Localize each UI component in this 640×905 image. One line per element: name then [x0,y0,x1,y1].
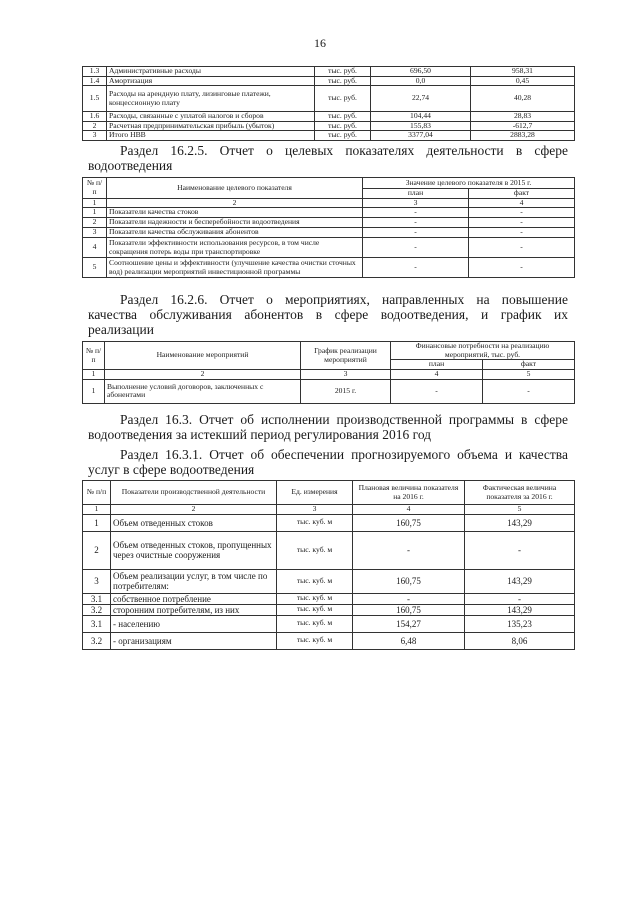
section-title-16-3-1: Раздел 16.3.1. Отчет об обеспечении прогнозируемого объема и качества услуг в сфере водоотведения [88,447,568,477]
table-row: 3.1 собственное потребление тыс. куб. м - - [83,593,575,604]
header-plan: план [363,189,469,199]
table-row: 3 Показатели качества обслуживания абонентов - - [83,228,575,238]
header-num: № п/п [83,178,107,199]
table-row [83,131,575,141]
row-name: Амортизация [107,76,315,86]
row-unit: тыс. руб. [315,86,371,112]
row-plan: 22,74 [371,86,471,112]
table-header-row: № п/п Показатели производственной деятельности Ед. измерения Плановая величина показателя на 2016 г. Фактическая величина показателя за 2016 г. [83,481,575,505]
table-row: 5 Соотношение цены и эффективности (улучшение качества очистки сточных вод) реализации мероприятий инвестиционной программы - - [83,258,575,278]
table-row: 3.2 - организациям тыс. куб. м 6,48 8,06 [83,632,575,649]
table-row: 4 Показатели эффективности использования ресурсов, в том числе сокращения потерь воды при транспортировке - - [83,238,575,258]
row-num: 1.5 [83,86,107,112]
table-row: 3.2 сторонним потребителям, из них тыс. куб. м 160,75 143,29 [83,604,575,615]
table-target-indicators [82,177,575,278]
table-index-row: 1 2 3 4 5 [83,370,575,380]
row-fact: 958,31 [471,67,575,77]
row-name: Итого НВВ [107,131,315,141]
header-name: Наименование целевого показателя [107,178,363,199]
table-header-row: план факт [83,360,575,370]
row-name: Расходы, связанные с уплатой налогов и сборов [107,112,315,122]
table-row: 1 Выполнение условий договоров, заключенных с абонентами 2015 г. - - [83,379,575,403]
table-row [83,86,575,112]
row-unit: тыс. руб. [315,121,371,131]
row-plan: 3377,04 [371,131,471,141]
row-fact: 2883,28 [471,131,575,141]
row-unit: тыс. руб. [315,76,371,86]
table-row: 1 Показатели качества стоков - - [83,208,575,218]
row-fact: 0,45 [471,76,575,86]
table-row: 2 Показатели надежности и бесперебойности водоотведения - - [83,218,575,228]
table-index-row: 1 2 3 4 [83,198,575,208]
table-row [83,121,575,131]
row-num: 3 [83,131,107,141]
row-num: 1.4 [83,76,107,86]
table-row [83,76,575,86]
row-name: Административные расходы [107,67,315,77]
section-title-16-2-5: Раздел 16.2.5. Отчет о целевых показателях деятельности в сфере водоотведения [88,143,568,173]
row-plan: 696,50 [371,67,471,77]
table-row: 3.1 - населению тыс. куб. м 154,27 135,23 [83,615,575,632]
table-row: 1 Объем отведенных стоков тыс. куб. м 160,75 143,29 [83,514,575,531]
row-plan: 155,83 [371,121,471,131]
row-num: 2 [83,121,107,131]
row-fact: 40,28 [471,86,575,112]
row-num: 1.6 [83,112,107,122]
table-row: 2 Объем отведенных стоков, пропущенных через очистные сооружения тыс. куб. м - - [83,531,575,569]
row-num: 1.3 [83,67,107,77]
row-plan: 104,44 [371,112,471,122]
page-number: 16 [314,36,326,50]
row-fact: -612,7 [471,121,575,131]
table-service-measures [82,341,575,404]
table-header-row [83,178,575,189]
table-header-row: № п/п Наименование мероприятий График реализации мероприятий Финансовые потребности на реализацию мероприятий, тыс. руб. [83,342,575,360]
header-value: Значение целевого показателя в 2015 г. [363,178,575,189]
row-unit: тыс. руб. [315,112,371,122]
row-fact: 28,83 [471,112,575,122]
row-plan: 0,0 [371,76,471,86]
section-title-16-3: Раздел 16.3. Отчет об исполнении производственной программы в сфере водоотведения за истекший период регулирования 2016 год [88,412,568,442]
row-name: Расходы на арендную плату, лизинговые платежи, концессионную плату [107,86,315,112]
table-row: 3 Объем реализации услуг, в том числе по потребителям: тыс. куб. м 160,75 143,29 [83,569,575,593]
table-index-row: 1 2 3 4 5 [83,505,575,515]
header-fact: факт [469,189,575,199]
table-budget-continuation [82,66,575,141]
table-production-program [82,480,575,650]
section-title-16-2-6: Раздел 16.2.6. Отчет о мероприятиях, направленных на повышение качества обслуживания абонентов в сфере водоотведения, и график их реализации [88,292,568,337]
row-unit: тыс. руб. [315,131,371,141]
table-row [83,67,575,77]
table-row [83,112,575,122]
row-unit: тыс. руб. [315,67,371,77]
row-name: Расчетная предпринимательская прибыль (убыток) [107,121,315,131]
